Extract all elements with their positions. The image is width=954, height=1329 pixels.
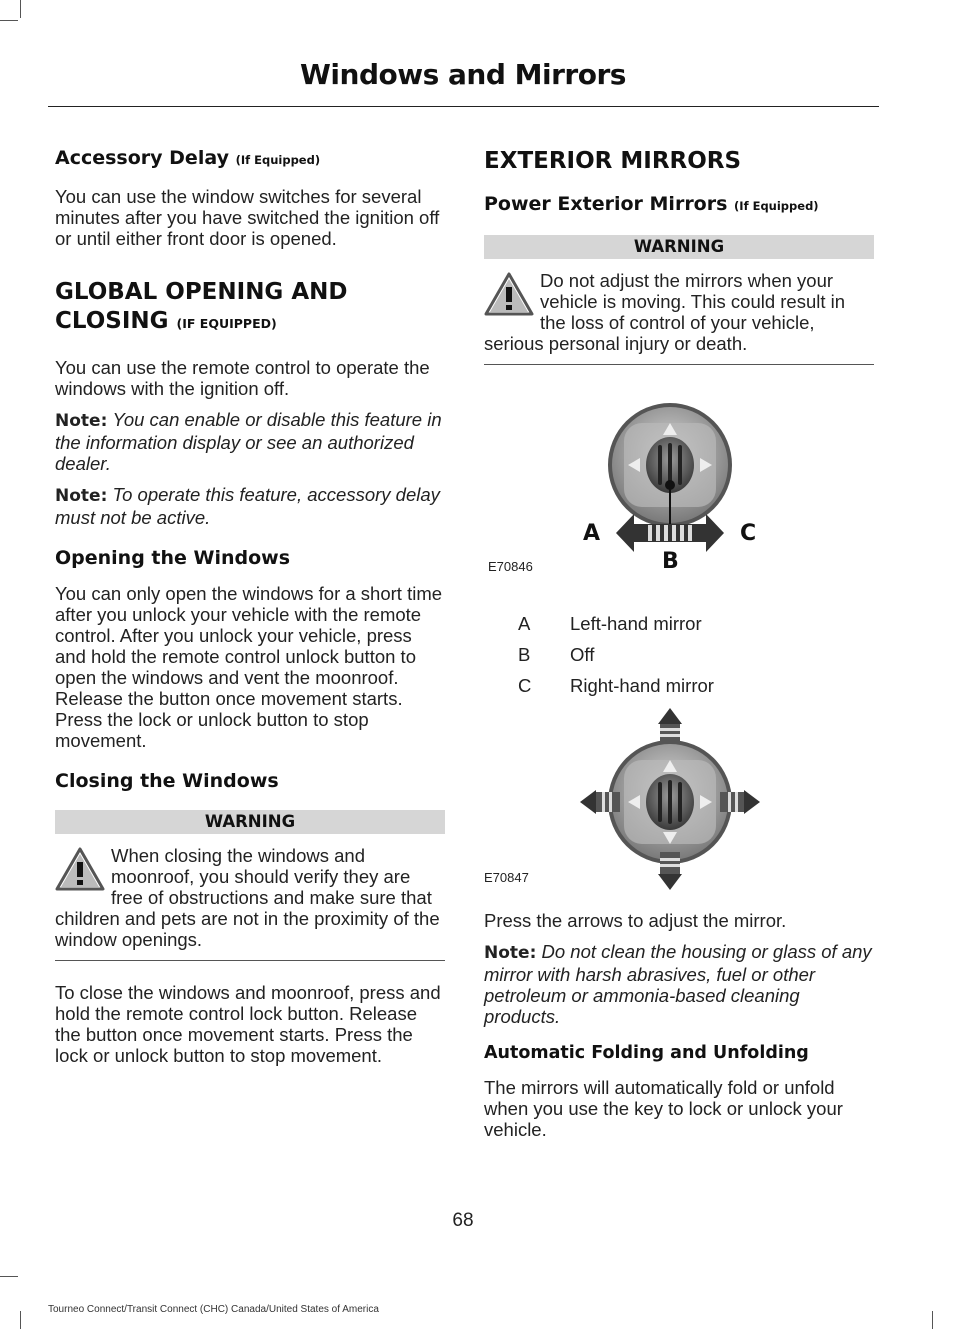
equip-note: (If Equipped) (235, 153, 321, 167)
warning-triangle-icon (484, 272, 534, 316)
warning-triangle-icon (55, 847, 105, 891)
title-divider (48, 106, 879, 107)
closing-windows-body: To close the windows and moonroof, press and hold the remote control lock button. Release the button once movement starts. Press the lock or unlock button to stop movement. (55, 982, 441, 1066)
mirror-control-knob-diagram (484, 379, 874, 599)
warning-label: WARNING (55, 810, 445, 834)
left-column (55, 140, 445, 1066)
accessory-delay-body: You can use the window switches for several minutes after you have switched the ignition off or until either front door is opened. (55, 186, 440, 249)
warning-box (484, 235, 874, 365)
warning-text: Do not adjust the mirrors when your vehicle is moving. This could result in the loss of control of your vehicle, serious personal injury or death. (484, 270, 846, 354)
crop-mark (0, 20, 18, 21)
label-c: C (740, 521, 757, 546)
label-b: B (662, 549, 679, 574)
power-mirrors-heading: Power Exterior Mirrors (If Equipped) (484, 193, 819, 215)
legend-row-c: C Right-hand mirror (518, 675, 714, 696)
mirror-adjust-arrows-diagram (484, 706, 874, 894)
accessory-delay-heading: Accessory Delay (If Equipped) (55, 147, 321, 169)
cleaning-note: Note: Do not clean the housing or glass of any mirror with harsh abrasives, fuel or other petroleum or ammonia-based cleaning products. (484, 941, 872, 1027)
figure-code: E70847 (484, 870, 529, 885)
note-1: Note: You can enable or disable this feature in the information display or see an authorized dealer. (55, 409, 442, 474)
opening-windows-body: You can only open the windows for a short time after you unlock your vehicle with the remote control. After you unlock your vehicle, press and hold the remote control unlock button to open the windows and vent the moonroof. Release the button once movement starts. Press the lock or unlock button to stop movement. (55, 583, 443, 751)
legend-row-a: A Left-hand mirror (518, 613, 702, 634)
page-title: Windows and Mirrors (300, 58, 626, 91)
footer-text: Tourneo Connect/Transit Connect (CHC) Canada/United States of America (48, 1304, 379, 1315)
legend-row-b: B Off (518, 644, 595, 665)
figure-code: E70846 (488, 559, 533, 574)
crop-mark (932, 1311, 933, 1329)
warning-box (55, 810, 445, 961)
note-2: Note: To operate this feature, accessory delay must not be active. (55, 484, 440, 528)
auto-folding-heading: Automatic Folding and Unfolding (484, 1043, 809, 1063)
mirror-selector-figure (484, 379, 874, 599)
equip-note: (IF EQUIPPED) (176, 316, 277, 331)
opening-windows-heading: Opening the Windows (55, 547, 291, 569)
crop-mark (20, 1311, 21, 1329)
right-column (484, 140, 874, 1140)
auto-folding-body: The mirrors will automatically fold or unfold when you use the key to lock or unlock your vehicle. (484, 1077, 843, 1140)
exterior-mirrors-heading: EXTERIOR MIRRORS (484, 148, 742, 174)
mirror-adjust-figure (484, 706, 874, 894)
global-opening-body: You can use the remote control to operate the windows with the ignition off. (55, 357, 430, 399)
warning-text: When closing the windows and moonroof, you should verify they are free of obstructions and make sure that children and pets are not in the proximity of the window openings. (55, 845, 440, 950)
crop-mark (0, 1276, 18, 1277)
equip-note: (If Equipped) (734, 199, 819, 213)
global-opening-heading: GLOBAL OPENING AND CLOSING (IF EQUIPPED) (55, 279, 348, 334)
label-a: A (583, 521, 601, 546)
crop-mark (20, 0, 21, 18)
page-number: 68 (452, 1210, 474, 1231)
warning-label: WARNING (484, 235, 874, 259)
adjust-text: Press the arrows to adjust the mirror. (484, 910, 787, 931)
closing-windows-heading: Closing the Windows (55, 770, 279, 792)
legend (484, 613, 874, 696)
